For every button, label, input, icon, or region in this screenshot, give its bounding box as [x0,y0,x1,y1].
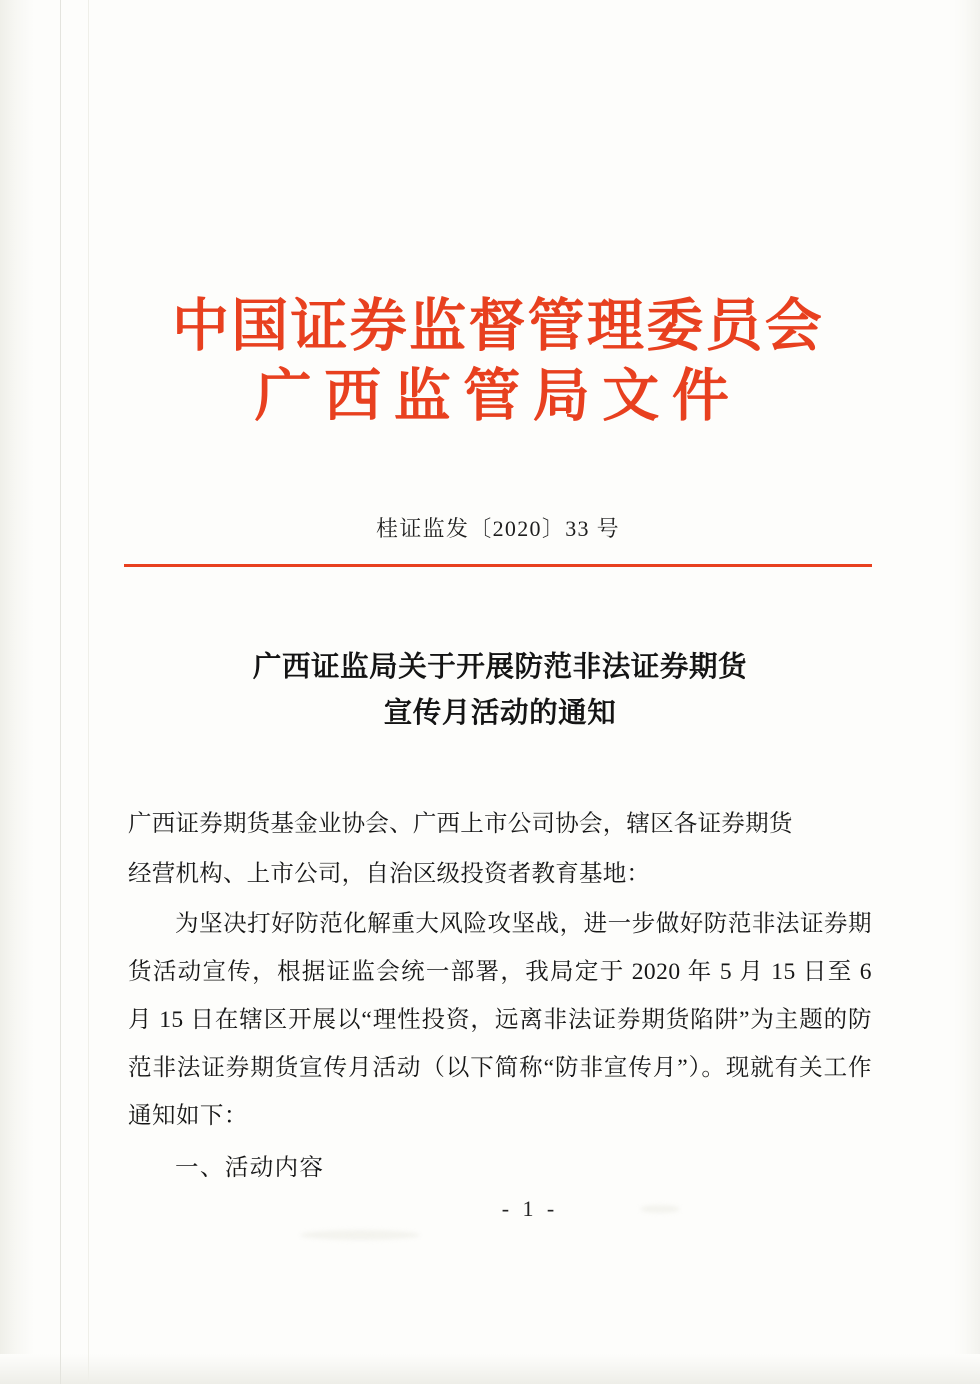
body-paragraph-1: 为坚决打好防范化解重大风险攻坚战，进一步做好防范非法证券期货活动宣传，根据证监会统一部署，我局定于 2020 年 5 月 15 日至 6 月 15 日在辖区开展以“理性投资，远离非法证券期货陷阱”为主题的防范非法证券期货宣传月活动（以下简称“防非宣传月”）。现就有关工作通知如下： [128,911,872,1129]
page-title [150,645,850,736]
salutation-line-2: 经营机构、上市公司，自治区级投资者教育基地： [128,861,651,887]
masthead [124,295,872,429]
document-number: 桂证监发〔2020〕33 号 [376,516,620,541]
masthead-line-1: 中国证券监督管理委员会 [171,295,825,358]
document-body [128,800,872,1192]
masthead-line-2: 广西监管局文件 [254,364,742,428]
red-horizontal-rule [124,564,872,567]
page-number: - 1 - [501,1196,559,1221]
section-heading-1: 一、活动内容 [175,1155,325,1181]
page-title-line-2: 宣传月活动的通知 [383,697,617,729]
page-title-line-1: 广西证监局关于开展防范非法证券期货 [252,652,748,683]
salutation-line-1: 广西证券期货基金业协会、广西上市公司协会，辖区各证券期货 [128,811,793,837]
